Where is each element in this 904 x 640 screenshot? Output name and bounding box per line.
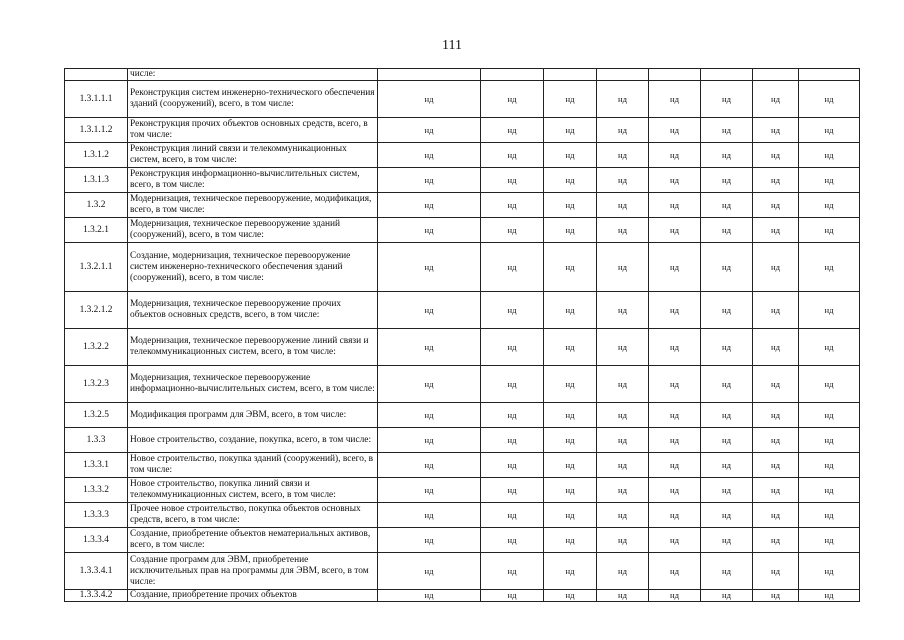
row-value-cell	[649, 69, 701, 81]
row-value-cell: нд	[378, 218, 481, 243]
row-value-cell: нд	[753, 503, 799, 528]
row-value-cell: нд	[649, 366, 701, 403]
row-value-cell: нд	[701, 218, 753, 243]
row-code: 1.3.3.2	[65, 478, 128, 503]
table-row	[65, 81, 860, 118]
table-body	[65, 69, 860, 602]
row-name: Создание, модернизация, техническое перевооружение систем инженерно-технического обеспечения зданий (сооружений), всего, в том числе:	[128, 243, 378, 292]
row-name: Модернизация, техническое перевооружение зданий (сооружений), всего, в том числе:	[128, 218, 378, 243]
table-row	[65, 528, 860, 553]
table-row	[65, 553, 860, 590]
row-value-cell: нд	[544, 329, 597, 366]
row-value-cell: нд	[799, 168, 860, 193]
row-name: Прочее новое строительство, покупка объектов основных средств, всего, в том числе:	[128, 503, 378, 528]
row-value-cell: нд	[597, 143, 649, 168]
row-value-cell: нд	[799, 329, 860, 366]
row-value-cell: нд	[544, 143, 597, 168]
row-value-cell	[799, 69, 860, 81]
row-value-cell: нд	[799, 403, 860, 428]
row-value-cell: нд	[701, 503, 753, 528]
row-value-cell: нд	[544, 366, 597, 403]
row-value-cell: нд	[378, 478, 481, 503]
row-value-cell: нд	[597, 81, 649, 118]
row-value-cell: нд	[701, 553, 753, 590]
row-value-cell: нд	[753, 428, 799, 453]
row-value-cell: нд	[753, 243, 799, 292]
row-value-cell: нд	[649, 503, 701, 528]
row-value-cell: нд	[701, 168, 753, 193]
row-name: Реконструкция линий связи и телекоммуникационных систем, всего, в том числе:	[128, 143, 378, 168]
row-value-cell: нд	[649, 118, 701, 143]
row-value-cell: нд	[378, 118, 481, 143]
row-value-cell: нд	[544, 81, 597, 118]
row-name: Модернизация, техническое перевооружение линий связи и телекоммуникационных систем, всего, в том числе:	[128, 329, 378, 366]
row-value-cell: нд	[597, 118, 649, 143]
table-row	[65, 243, 860, 292]
row-value-cell: нд	[649, 590, 701, 602]
row-value-cell: нд	[753, 292, 799, 329]
row-value-cell: нд	[378, 366, 481, 403]
row-value-cell: нд	[701, 243, 753, 292]
table-row	[65, 168, 860, 193]
row-code: 1.3.1.1.1	[65, 81, 128, 118]
row-value-cell: нд	[544, 403, 597, 428]
row-name: числе:	[128, 69, 378, 81]
row-name: Модернизация, техническое перевооружение информационно-вычислительных систем, всего, в том числе:	[128, 366, 378, 403]
table-row	[65, 69, 860, 81]
row-code: 1.3.2	[65, 193, 128, 218]
row-value-cell: нд	[753, 329, 799, 366]
row-code: 1.3.3	[65, 428, 128, 453]
table-row	[65, 218, 860, 243]
row-value-cell: нд	[544, 292, 597, 329]
row-value-cell: нд	[481, 143, 544, 168]
row-value-cell: нд	[481, 453, 544, 478]
table-row	[65, 590, 860, 602]
row-value-cell: нд	[799, 218, 860, 243]
row-code: 1.3.1.1.2	[65, 118, 128, 143]
row-value-cell: нд	[649, 292, 701, 329]
table-row	[65, 366, 860, 403]
row-code: 1.3.2.1	[65, 218, 128, 243]
row-value-cell: нд	[701, 403, 753, 428]
table-row	[65, 143, 860, 168]
row-value-cell	[378, 69, 481, 81]
table-row	[65, 453, 860, 478]
row-value-cell: нд	[649, 143, 701, 168]
row-value-cell: нд	[481, 329, 544, 366]
table-row	[65, 428, 860, 453]
row-value-cell: нд	[597, 366, 649, 403]
table-row	[65, 403, 860, 428]
row-name: Реконструкция прочих объектов основных средств, всего, в том числе:	[128, 118, 378, 143]
row-value-cell: нд	[649, 528, 701, 553]
row-name: Модификация программ для ЭВМ, всего, в том числе:	[128, 403, 378, 428]
row-value-cell: нд	[481, 193, 544, 218]
row-value-cell: нд	[701, 329, 753, 366]
row-name: Создание программ для ЭВМ, приобретение исключительных прав на программы для ЭВМ, всего, в том числе:	[128, 553, 378, 590]
row-value-cell: нд	[649, 218, 701, 243]
row-code: 1.3.3.3	[65, 503, 128, 528]
row-value-cell: нд	[378, 329, 481, 366]
row-value-cell: нд	[753, 168, 799, 193]
row-value-cell: нд	[799, 243, 860, 292]
row-value-cell: нд	[649, 243, 701, 292]
page-number: 111	[442, 38, 462, 53]
row-value-cell: нд	[378, 590, 481, 602]
row-value-cell: нд	[649, 403, 701, 428]
row-value-cell: нд	[481, 292, 544, 329]
row-value-cell	[753, 69, 799, 81]
row-value-cell: нд	[753, 81, 799, 118]
row-value-cell: нд	[649, 81, 701, 118]
row-value-cell: нд	[799, 118, 860, 143]
row-value-cell: нд	[649, 329, 701, 366]
row-value-cell: нд	[481, 168, 544, 193]
row-value-cell: нд	[481, 81, 544, 118]
row-value-cell: нд	[799, 553, 860, 590]
row-value-cell: нд	[378, 428, 481, 453]
row-value-cell: нд	[597, 218, 649, 243]
row-value-cell: нд	[649, 193, 701, 218]
row-value-cell	[544, 69, 597, 81]
row-value-cell: нд	[753, 143, 799, 168]
row-value-cell: нд	[799, 292, 860, 329]
table-row	[65, 292, 860, 329]
row-value-cell: нд	[799, 428, 860, 453]
row-value-cell: нд	[378, 243, 481, 292]
row-value-cell: нд	[799, 366, 860, 403]
row-code: 1.3.2.5	[65, 403, 128, 428]
row-value-cell: нд	[701, 590, 753, 602]
row-value-cell: нд	[701, 118, 753, 143]
row-value-cell: нд	[701, 292, 753, 329]
row-value-cell: нд	[799, 193, 860, 218]
row-value-cell: нд	[701, 81, 753, 118]
row-value-cell: нд	[597, 329, 649, 366]
row-value-cell: нд	[649, 168, 701, 193]
row-value-cell: нд	[649, 478, 701, 503]
row-value-cell: нд	[799, 453, 860, 478]
row-value-cell: нд	[481, 243, 544, 292]
row-value-cell: нд	[753, 218, 799, 243]
row-code: 1.3.2.2	[65, 329, 128, 366]
row-value-cell: нд	[597, 428, 649, 453]
row-name: Реконструкция информационно-вычислительных систем, всего, в том числе:	[128, 168, 378, 193]
row-value-cell: нд	[597, 292, 649, 329]
row-value-cell	[481, 69, 544, 81]
row-value-cell: нд	[597, 528, 649, 553]
row-value-cell: нд	[701, 453, 753, 478]
row-value-cell: нд	[544, 428, 597, 453]
row-value-cell	[597, 69, 649, 81]
row-value-cell: нд	[378, 403, 481, 428]
row-value-cell: нд	[701, 428, 753, 453]
row-value-cell: нд	[544, 590, 597, 602]
row-name: Реконструкция систем инженерно-технического обеспечения зданий (сооружений), всего, в том числе:	[128, 81, 378, 118]
row-code: 1.3.3.4.1	[65, 553, 128, 590]
row-value-cell: нд	[701, 366, 753, 403]
row-value-cell: нд	[753, 193, 799, 218]
row-name: Новое строительство, создание, покупка, всего, в том числе:	[128, 428, 378, 453]
row-value-cell: нд	[753, 118, 799, 143]
row-value-cell: нд	[597, 193, 649, 218]
row-code: 1.3.3.4.2	[65, 590, 128, 602]
row-value-cell: нд	[799, 143, 860, 168]
row-value-cell: нд	[544, 168, 597, 193]
row-code: 1.3.3.1	[65, 453, 128, 478]
row-value-cell: нд	[544, 243, 597, 292]
row-value-cell: нд	[701, 528, 753, 553]
row-code: 1.3.2.1.1	[65, 243, 128, 292]
row-value-cell: нд	[597, 168, 649, 193]
row-value-cell: нд	[544, 118, 597, 143]
row-value-cell: нд	[481, 118, 544, 143]
row-value-cell: нд	[378, 81, 481, 118]
row-value-cell	[701, 69, 753, 81]
row-value-cell: нд	[753, 478, 799, 503]
row-code	[65, 69, 128, 81]
row-value-cell: нд	[753, 528, 799, 553]
row-value-cell: нд	[799, 81, 860, 118]
row-value-cell: нд	[597, 503, 649, 528]
row-value-cell: нд	[597, 553, 649, 590]
row-value-cell: нд	[753, 403, 799, 428]
row-value-cell: нд	[544, 193, 597, 218]
table-row	[65, 503, 860, 528]
row-value-cell: нд	[649, 428, 701, 453]
row-code: 1.3.2.3	[65, 366, 128, 403]
row-value-cell: нд	[799, 503, 860, 528]
row-value-cell: нд	[649, 453, 701, 478]
row-value-cell: нд	[378, 292, 481, 329]
row-value-cell: нд	[753, 453, 799, 478]
row-name: Новое строительство, покупка линий связи и телекоммуникационных систем, всего, в том числе:	[128, 478, 378, 503]
row-value-cell: нд	[649, 553, 701, 590]
table-row	[65, 478, 860, 503]
row-value-cell: нд	[481, 218, 544, 243]
row-value-cell: нд	[481, 478, 544, 503]
row-value-cell: нд	[753, 553, 799, 590]
row-value-cell: нд	[701, 193, 753, 218]
row-value-cell: нд	[544, 553, 597, 590]
row-value-cell: нд	[544, 453, 597, 478]
row-value-cell: нд	[799, 478, 860, 503]
row-name: Создание, приобретение объектов нематериальных активов, всего, в том числе:	[128, 528, 378, 553]
row-code: 1.3.3.4	[65, 528, 128, 553]
row-value-cell: нд	[597, 590, 649, 602]
row-value-cell: нд	[378, 553, 481, 590]
table-row	[65, 329, 860, 366]
row-value-cell: нд	[597, 453, 649, 478]
row-value-cell: нд	[544, 218, 597, 243]
row-value-cell: нд	[701, 143, 753, 168]
row-value-cell: нд	[544, 503, 597, 528]
row-value-cell: нд	[481, 503, 544, 528]
row-name: Модернизация, техническое перевооружение прочих объектов основных средств, всего, в том числе:	[128, 292, 378, 329]
row-value-cell: нд	[597, 478, 649, 503]
row-value-cell: нд	[481, 553, 544, 590]
row-value-cell: нд	[753, 590, 799, 602]
row-value-cell: нд	[597, 243, 649, 292]
row-value-cell: нд	[378, 143, 481, 168]
row-code: 1.3.2.1.2	[65, 292, 128, 329]
row-value-cell: нд	[481, 403, 544, 428]
row-value-cell: нд	[753, 366, 799, 403]
row-code: 1.3.1.3	[65, 168, 128, 193]
row-value-cell: нд	[481, 366, 544, 403]
row-value-cell: нд	[597, 403, 649, 428]
row-value-cell: нд	[701, 478, 753, 503]
row-value-cell: нд	[799, 590, 860, 602]
row-name: Создание, приобретение прочих объектов	[128, 590, 378, 602]
table-row	[65, 118, 860, 143]
row-code: 1.3.1.2	[65, 143, 128, 168]
row-value-cell: нд	[481, 428, 544, 453]
row-value-cell: нд	[799, 528, 860, 553]
row-value-cell: нд	[378, 528, 481, 553]
row-value-cell: нд	[378, 168, 481, 193]
row-value-cell: нд	[378, 193, 481, 218]
table-row	[65, 193, 860, 218]
row-value-cell: нд	[544, 528, 597, 553]
investment-table	[64, 68, 860, 602]
row-value-cell: нд	[481, 528, 544, 553]
row-name: Модернизация, техническое перевооружение, модификация, всего, в том числе:	[128, 193, 378, 218]
row-value-cell: нд	[378, 453, 481, 478]
row-value-cell: нд	[481, 590, 544, 602]
row-value-cell: нд	[544, 478, 597, 503]
row-name: Новое строительство, покупка зданий (сооружений), всего, в том числе:	[128, 453, 378, 478]
row-value-cell: нд	[378, 503, 481, 528]
